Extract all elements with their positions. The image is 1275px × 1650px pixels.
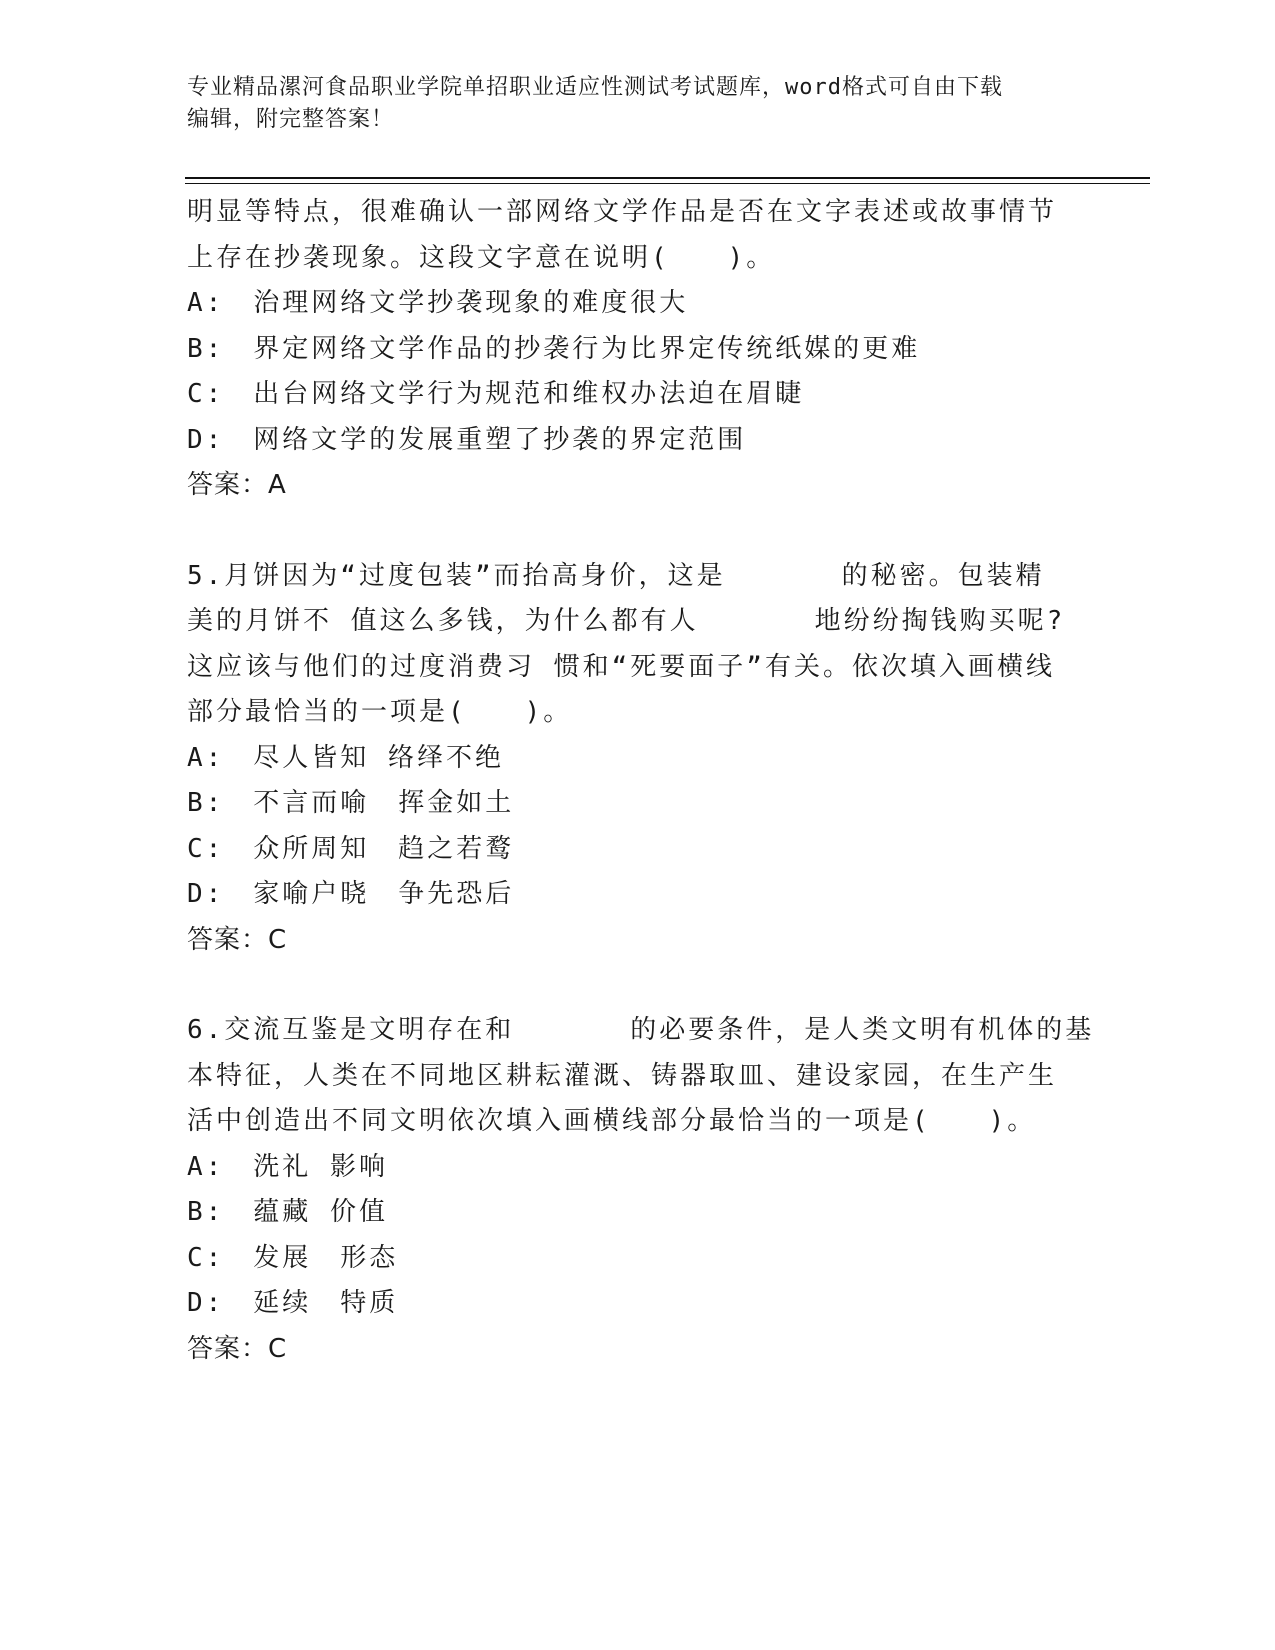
- question-stem-line: 活中创造出不同文明依次填入画横线部分最恰当的一项是( )。: [187, 1106, 1037, 1136]
- question-stem-line: 5.月饼因为“过度包装”而抬高身价，这是 的秘密。包装精: [187, 560, 1045, 591]
- document-header: [187, 72, 1067, 136]
- question-stem-line: 美的月饼不 值这么多钱，为什么都有人 地纷纷掏钱购买呢?: [187, 606, 1066, 636]
- option-b: B: 界定网络文学作品的抄袭行为比界定传统纸媒的更难: [187, 333, 921, 364]
- option-d: D: 网络文学的发展重塑了抄袭的界定范围: [187, 424, 747, 455]
- question-stem-line: 6.交流互鉴是文明存在和 的必要条件，是人类文明有机体的基: [187, 1015, 1095, 1045]
- header-line-2: 编辑，附完整答案！: [187, 107, 395, 132]
- question-5: [187, 554, 1087, 964]
- option-d: D: 家喻户晓 争先恐后: [187, 879, 515, 909]
- option-d: D: 延续 特质: [187, 1288, 399, 1318]
- answer: 答案：C: [187, 924, 288, 955]
- header-rule-thin: [185, 183, 1150, 184]
- option-b: B: 不言而喻 挥金如土: [187, 788, 515, 818]
- option-c: C: 出台网络文学行为规范和维权办法迫在眉睫: [187, 379, 805, 409]
- spacer: [187, 963, 1087, 1008]
- question-stem-line: 本特征，人类在不同地区耕耘灌溉、铸器取皿、建设家园，在生产生: [187, 1060, 1058, 1091]
- question-stem-line: 这应该与他们的过度消费习 惯和“死要面子”有关。依次填入画横线: [187, 651, 1055, 682]
- question-4: [187, 190, 1087, 509]
- option-c: C: 众所周知 趋之若鹜: [187, 833, 515, 864]
- question-6: [187, 1008, 1095, 1372]
- question-stem-line: 部分最恰当的一项是( )。: [187, 697, 573, 727]
- spacer: [187, 509, 1087, 554]
- header-rule-thick: [185, 177, 1150, 179]
- option-a: A: 洗礼 影响: [187, 1151, 388, 1182]
- answer: 答案：C: [187, 1333, 288, 1364]
- option-a: A: 治理网络文学抄袭现象的难度很大: [187, 288, 689, 318]
- question-body: [187, 190, 1095, 1372]
- question-stem-line: 上存在抄袭现象。这段文字意在说明( )。: [187, 242, 776, 273]
- option-b: B: 蕴藏 价值: [187, 1197, 388, 1227]
- option-c: C: 发展 形态: [187, 1242, 399, 1273]
- option-a: A: 尽人皆知 络绎不绝: [187, 742, 504, 773]
- header-line-1: 专业精品漯河食品职业学院单招职业适应性测试考试题库，word格式可自由下载: [187, 75, 1003, 100]
- answer: 答案：A: [187, 470, 287, 500]
- question-stem-line: 明显等特点，很难确认一部网络文学作品是否在文字表述或故事情节: [187, 197, 1058, 227]
